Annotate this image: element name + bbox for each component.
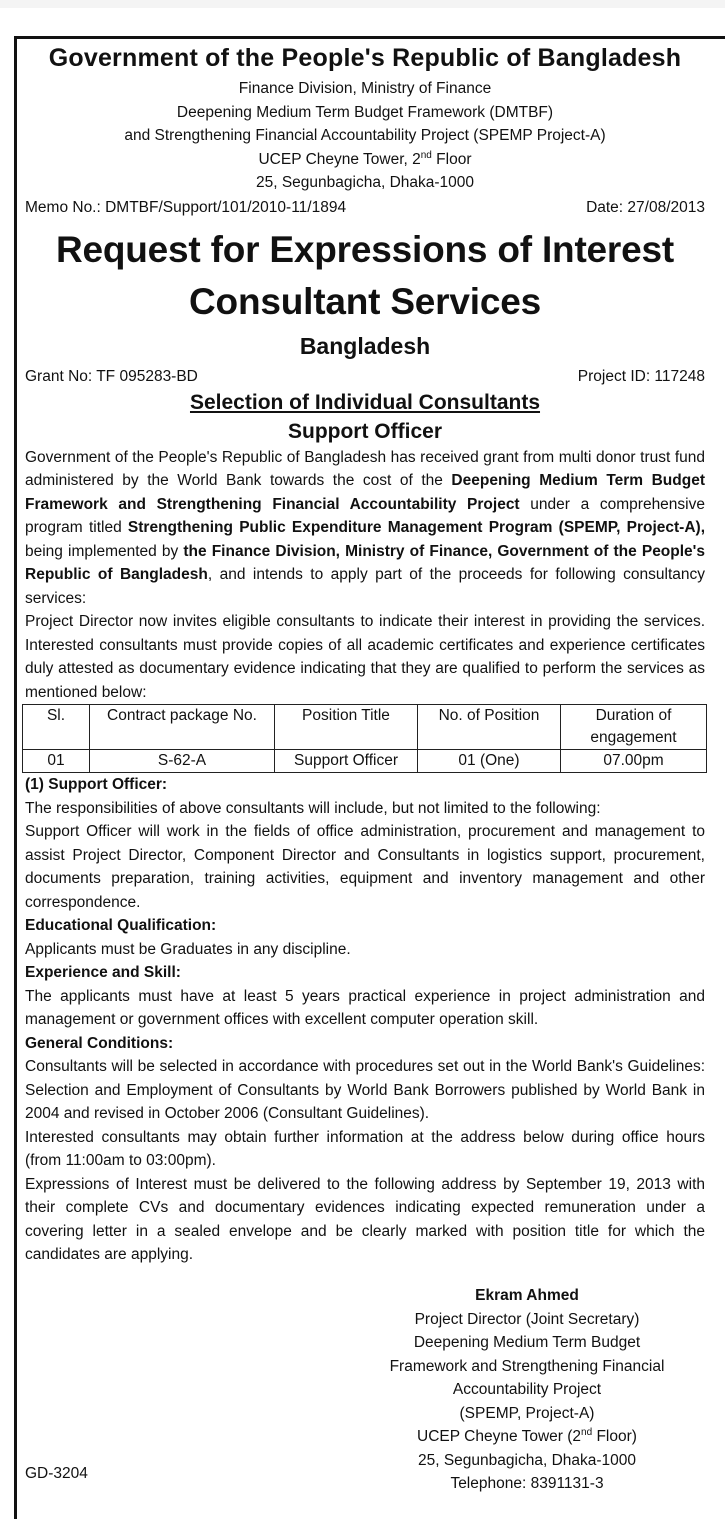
top-strip [0,0,725,8]
conditions-text: Expressions of Interest must be delivered to the following address by September 19, 2013 with their complete CVs and documentary evidences indicating expected remuneration under a covering letter in a sealed envelope and be clearly marked with position title for which the candidates are applying. [25,1175,705,1263]
education-text: Applicants must be Graduates in any discipline. [25,940,351,958]
package-table [22,704,707,773]
government-title: Government of the People's Republic of Bangladesh [48,44,682,72]
signatory-line: Framework and Strengthening Financial [389,1357,665,1375]
address-block [25,77,705,195]
table-header-cell: Contract package No. [90,705,275,750]
gd-code: GD-3204 [25,1465,88,1482]
role-heading: (1) Support Officer: [25,776,168,793]
role-text: Support Officer will work in the fields of office administration, procurement and management to assist Project Director, Component Director and Consultants in logistics support, procurement, documents preparation, training activities, equipment and inventory management and other correspondence. [25,823,705,911]
conditions-text: Consultants will be selected in accordance with procedures set out in the World Bank's Guidelines: Selection and Employment of Consultants by World Bank Borrowers published by World Bank in 2004 and revised in October 2006 (Consultant Guidelines). [25,1058,705,1122]
table-cell: 01 (One) [418,750,561,773]
intro-paragraph: Government of the People's Republic of Bangladesh has received grant from multi donor trust fund administered by the World Bank towards the cost of the Deepening Medium Term Budget Framework and Strengthening Financial Accountability Project under a comprehensive program titled Strengthening Public Expenditure Management Program (SPEMP, Project-A), being implemented by the Finance Division, Ministry of Finance, Government of the People's Republic of Bangladesh, and intends to apply part of the proceeds for following consultancy services: [25,448,705,607]
conditions-heading: General Conditions: [25,1034,174,1052]
project-id: Project ID: 117248 [577,367,705,385]
table-row [23,750,707,773]
table-cell: 01 [23,750,90,773]
grant-number: Grant No: TF 095283-BD [25,367,198,385]
conditions-text: Interested consultants may obtain further information at the address below during office hours (from 11:00am to 03:00pm). [25,1128,705,1169]
table-header-cell: Position Title [275,705,418,750]
address-line: Finance Division, Ministry of Finance [238,80,492,97]
signatory-tower: UCEP Cheyne Tower (2nd Floor) [417,1426,637,1445]
main-title-line2: Consultant Services [189,280,541,322]
signatory-phone: Telephone: 8391131-3 [450,1475,604,1492]
table-header-cell: Sl. [23,705,90,750]
signatory-line: Project Director (Joint Secretary) [414,1310,640,1328]
memo-date: Date: 27/08/2013 [586,198,705,216]
table-header-cell: No. of Position [418,705,561,750]
table-cell: Support Officer [275,750,418,773]
address-line: Deepening Medium Term Budget Framework (DMTBF) [176,103,554,121]
table-cell: 07.00pm [561,750,707,773]
signatory-line: Accountability Project [452,1381,602,1398]
signatory-line: (SPEMP, Project-A) [459,1404,595,1422]
signature-block [362,1284,692,1496]
signatory-line: Deepening Medium Term Budget [413,1334,641,1351]
address-tower: UCEP Cheyne Tower, 2nd Floor [258,149,472,168]
country-title: Bangladesh [299,332,431,359]
memo-number: Memo No.: DMTBF/Support/101/2010-11/1894 [25,198,347,216]
address-line: and Strengthening Financial Accountability Project (SPEMP Project-A) [124,127,606,144]
memo-row [25,197,705,219]
table-header-row [23,705,707,750]
document-body [25,42,705,1267]
main-title-line1: Request for Expressions of Interest [55,228,675,270]
signatory-name: Ekram Ahmed [475,1287,579,1304]
experience-heading: Experience and Skill: [25,964,181,981]
selection-heading: Selection of Individual Consultants [189,390,541,414]
signatory-street: 25, Segunbagicha, Dhaka-1000 [417,1451,637,1469]
table-header-cell: Duration of engagement [561,705,707,750]
invitation-paragraph: Project Director now invites eligible consultants to indicate their interest in providing the services. Interested consultants must provide copies of all academic certificates and experience certificates duly attested as documentary evidence indicating that they are qualified to perform the services as mentioned below: [25,613,705,701]
experience-text: The applicants must have at least 5 years practical experience in project administration and management or government offices with excellent computer operation skill. [25,987,705,1028]
education-heading: Educational Qualification: [25,917,217,934]
address-street: 25, Segunbagicha, Dhaka-1000 [255,174,475,191]
role-intro: The responsibilities of above consultants will include, but not limited to the following: [25,799,601,817]
table-cell: S-62-A [90,750,275,773]
position-heading: Support Officer [287,419,442,443]
grant-row [25,366,705,388]
